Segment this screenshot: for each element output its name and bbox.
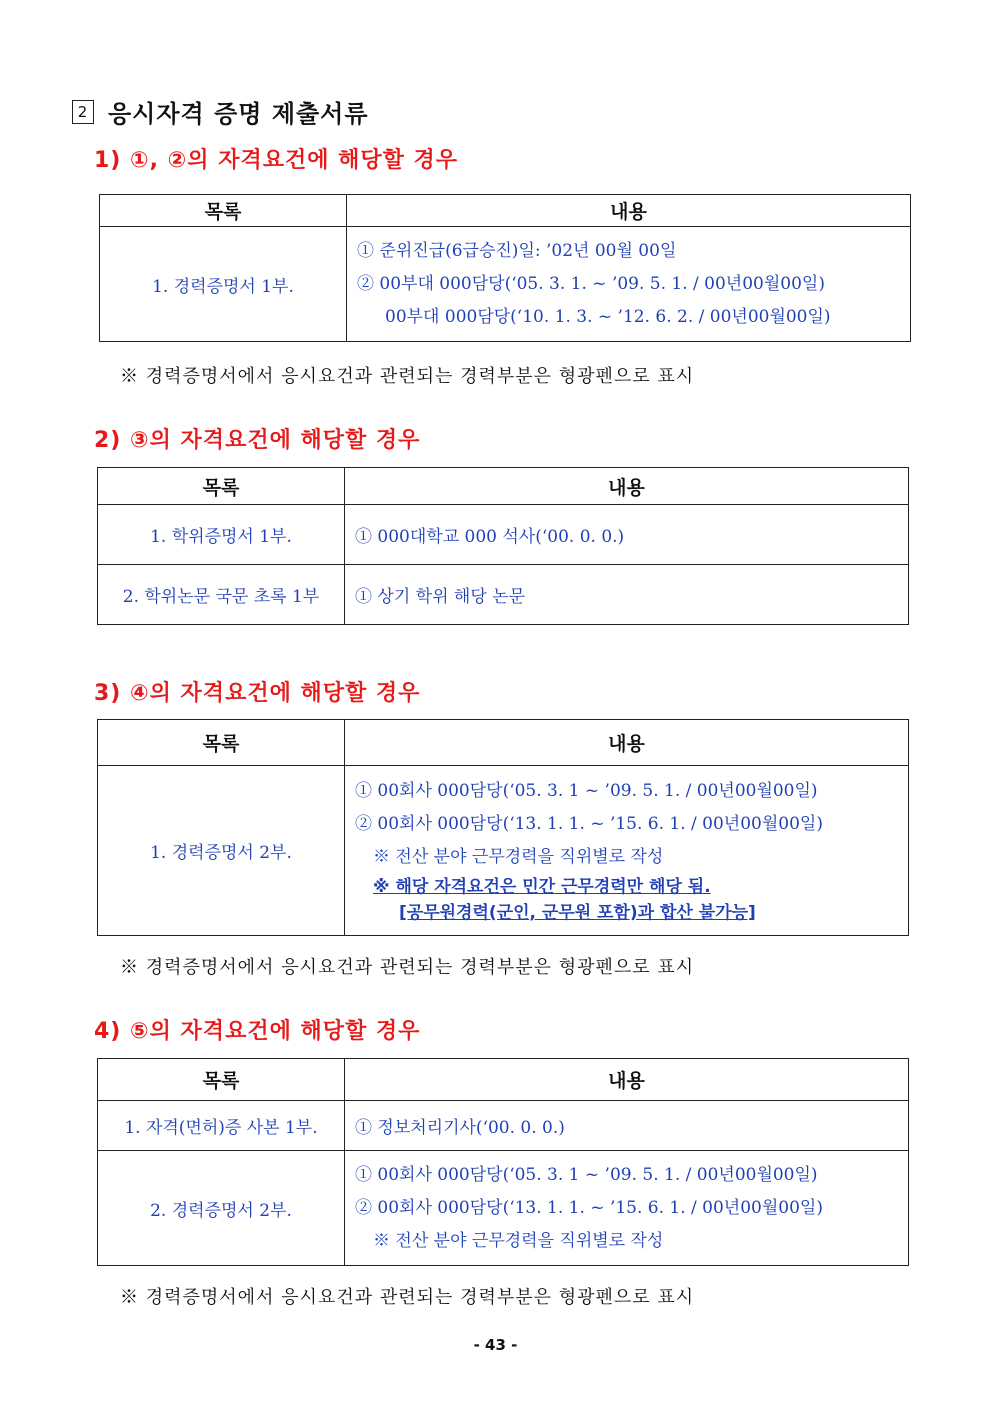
table-row bbox=[100, 227, 911, 342]
col-header-content: 내용 bbox=[345, 720, 909, 766]
section-number-box: 2 bbox=[72, 100, 94, 124]
col-header-content: 내용 bbox=[347, 195, 911, 227]
col-header-list: 목록 bbox=[98, 1059, 345, 1101]
col-header-list: 목록 bbox=[98, 468, 345, 505]
col-header-list: 목록 bbox=[98, 720, 345, 766]
table-row bbox=[98, 1101, 909, 1151]
content-line: ② 00부대 000담당(‘05. 3. 1. ~ ’09. 5. 1. / 00년00월00일) bbox=[357, 273, 825, 294]
subsection-4-title: 4) ⑤의 자격요건에 해당할 경우 bbox=[94, 1019, 421, 1044]
row-item: 2. 경력증명서 2부. bbox=[98, 1151, 345, 1266]
table-1 bbox=[99, 194, 911, 342]
row-content bbox=[345, 766, 909, 936]
row-content bbox=[347, 227, 911, 342]
row-item: 1. 경력증명서 2부. bbox=[98, 766, 345, 936]
section-heading bbox=[72, 94, 369, 129]
row-content: ① 정보처리기사(‘00. 0. 0.) bbox=[345, 1101, 909, 1151]
row-item: 1. 경력증명서 1부. bbox=[100, 227, 347, 342]
remark-4: ※ 경력증명서에서 응시요건과 관련되는 경력부분은 형광펜으로 표시 bbox=[120, 1287, 695, 1308]
row-content: ① 상기 학위 해당 논문 bbox=[345, 565, 909, 625]
table-row bbox=[98, 766, 909, 936]
content-line: ① 00회사 000담당(‘05. 3. 1 ~ ’09. 5. 1. / 00년00월00일) bbox=[355, 781, 818, 801]
row-item: 1. 자격(면허)증 사본 1부. bbox=[98, 1101, 345, 1151]
table-row bbox=[98, 1151, 909, 1266]
content-note: ※ 전산 분야 근무경력을 직위별로 작성 bbox=[373, 1230, 664, 1251]
col-header-content: 내용 bbox=[345, 1059, 909, 1101]
row-content bbox=[345, 1151, 909, 1266]
subsection-2-title: 2) ③의 자격요건에 해당할 경우 bbox=[94, 428, 421, 453]
subsection-1-title: 1) ①, ②의 자격요건에 해당할 경우 bbox=[94, 148, 459, 173]
row-item: 2. 학위논문 국문 초록 1부 bbox=[98, 565, 345, 625]
table-3 bbox=[97, 719, 909, 936]
table-row bbox=[98, 505, 909, 565]
col-header-content: 내용 bbox=[345, 468, 909, 505]
content-note: ※ 전산 분야 근무경력을 직위별로 작성 bbox=[373, 847, 664, 867]
important-note: [공무원경력(군인, 군무원 포함)과 합산 불가능] bbox=[399, 903, 756, 923]
table-row bbox=[98, 565, 909, 625]
content-line: ② 00회사 000담당(‘13. 1. 1. ~ ’15. 6. 1. / 00년00월00일) bbox=[355, 1197, 823, 1218]
table-4 bbox=[97, 1058, 909, 1266]
content-line: 00부대 000담당(‘10. 1. 3. ~ ’12. 6. 2. / 00년00월00일) bbox=[385, 306, 831, 327]
page-number: - 43 - bbox=[473, 1336, 518, 1354]
row-item: 1. 학위증명서 1부. bbox=[98, 505, 345, 565]
content-line: ① 00회사 000담당(‘05. 3. 1 ~ ’09. 5. 1. / 00년00월00일) bbox=[355, 1164, 818, 1185]
content-line: ① 준위진급(6급승진)일: ’02년 00월 00일 bbox=[357, 240, 677, 261]
subsection-3-title: 3) ④의 자격요건에 해당할 경우 bbox=[94, 681, 421, 706]
remark-1: ※ 경력증명서에서 응시요건과 관련되는 경력부분은 형광펜으로 표시 bbox=[120, 366, 695, 387]
row-content: ① 000대학교 000 석사(‘00. 0. 0.) bbox=[345, 505, 909, 565]
content-line: ② 00회사 000담당(‘13. 1. 1. ~ ’15. 6. 1. / 00년00월00일) bbox=[355, 814, 823, 834]
section-title: 응시자격 증명 제출서류 bbox=[108, 100, 369, 128]
col-header-list: 목록 bbox=[100, 195, 347, 227]
important-note: ※ 해당 자격요건은 민간 근무경력만 해당 됨. bbox=[373, 877, 711, 897]
table-2 bbox=[97, 467, 909, 625]
remark-3: ※ 경력증명서에서 응시요건과 관련되는 경력부분은 형광펜으로 표시 bbox=[120, 957, 695, 978]
